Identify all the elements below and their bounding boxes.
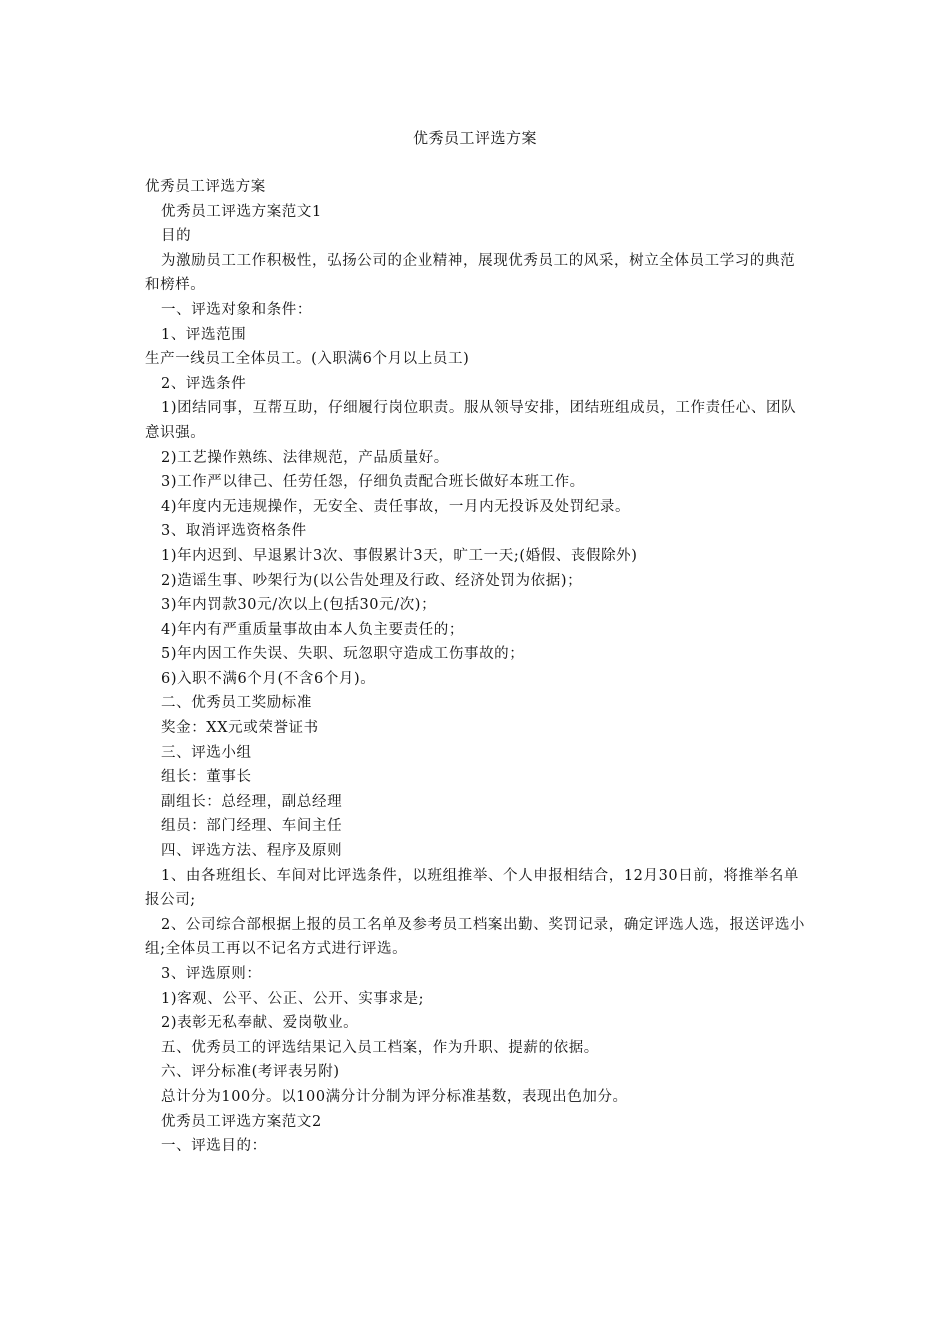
paragraph-section-6: 六、评分标准(考评表另附) [161, 1064, 340, 1081]
paragraph-section-1: 一、评选对象和条件： [161, 301, 312, 318]
paragraph-section-2: 二、优秀员工奖励标准 [161, 695, 312, 712]
paragraph-heading: 优秀员工评选方案 [145, 179, 266, 195]
paragraph-section-5: 五、优秀员工的评选结果记入员工档案，作为升职、提薪的依据。 [161, 1039, 599, 1056]
paragraph-disqualify-5: 5)年内因工作失误、失职、玩忽职守造成工伤事故的； [161, 646, 525, 663]
paragraph-disqualify-label: 3、取消评选资格条件 [161, 523, 307, 540]
paragraph-disqualify-4: 4)年内有严重质量事故由本人负主要责任的； [161, 621, 464, 638]
paragraph-disqualify-2: 2)造谣生事、吵架行为(以公告处理及行政、经济处罚为依据)； [161, 572, 583, 589]
paragraph-method-1: 1、由各班组长、车间对比评选条件，以班组推举、个人申报相结合，12月30日前，将推举名单报公司; [145, 867, 800, 909]
paragraph-purpose-text: 为激励员工工作积极性，弘扬公司的企业精神，展现优秀员工的风采，树立全体员工学习的典范和榜样。 [145, 252, 796, 294]
paragraph-scope-label: 1、评选范围 [161, 326, 247, 343]
paragraph-scoring: 总计分为100分。以100满分计分制为评分标准基数，表现出色加分。 [161, 1088, 628, 1105]
paragraph-condition-4: 4)年度内无违规操作，无安全、责任事故，一月内无投诉及处罚纪录。 [161, 498, 631, 515]
paragraph-section-4: 四、评选方法、程序及原则 [161, 843, 343, 860]
paragraph-vice-leader: 副组长：总经理，副总经理 [161, 793, 343, 810]
paragraph-scope-text: 生产一线员工全体员工。(入职满6个月以上员工) [145, 351, 470, 368]
document-body [145, 175, 810, 1159]
paragraph-condition-2: 2)工艺操作熟练、法律规范，产品质量好。 [161, 449, 449, 466]
paragraph-section-3: 三、评选小组 [161, 744, 252, 761]
document-title: 优秀员工评选方案 [412, 129, 537, 147]
paragraph-principle-2: 2)表彰无私奉献、爱岗敬业。 [161, 1015, 359, 1032]
paragraph-disqualify-1: 1)年内迟到、早退累计3次、事假累计3天，旷工一天;(婚假、丧假除外) [161, 547, 638, 564]
paragraph-disqualify-3: 3)年内罚款30元/次以上(包括30元/次)； [161, 597, 437, 614]
paragraph-principle-1: 1)客观、公平、公正、公开、实事求是; [161, 990, 425, 1007]
paragraph-purpose-label: 目的 [161, 228, 192, 245]
paragraph-condition-3: 3)工作严以律己、任劳任怨，仔细负责配合班长做好本班工作。 [161, 474, 585, 491]
paragraph-conditions-label: 2、评选条件 [161, 375, 247, 392]
paragraph-sample2-title: 优秀员工评选方案范文2 [161, 1113, 322, 1130]
paragraph-principles-label: 3、评选原则： [161, 966, 262, 982]
paragraph-reward: 奖金：XX元或荣誉证书 [161, 720, 319, 737]
paragraph-members: 组员：部门经理、车间主任 [161, 818, 343, 835]
paragraph-condition-1: 1)团结同事，互帮互助，仔细履行岗位职责。服从领导安排，团结班组成员，工作责任心、团队意识强。 [145, 400, 797, 441]
paragraph-disqualify-6: 6)入职不满6个月(不含6个月)。 [161, 670, 376, 687]
paragraph-sample2-section-1: 一、评选目的： [161, 1138, 267, 1155]
paragraph-leader: 组长：董事长 [161, 769, 252, 786]
paragraph-sample1-title: 优秀员工评选方案范文1 [161, 203, 322, 220]
paragraph-method-2: 2、公司综合部根据上报的员工名单及参考员工档案出勤、奖罚记录，确定评选人选，报送评选小组;全体员工再以不记名方式进行评选。 [145, 916, 806, 958]
